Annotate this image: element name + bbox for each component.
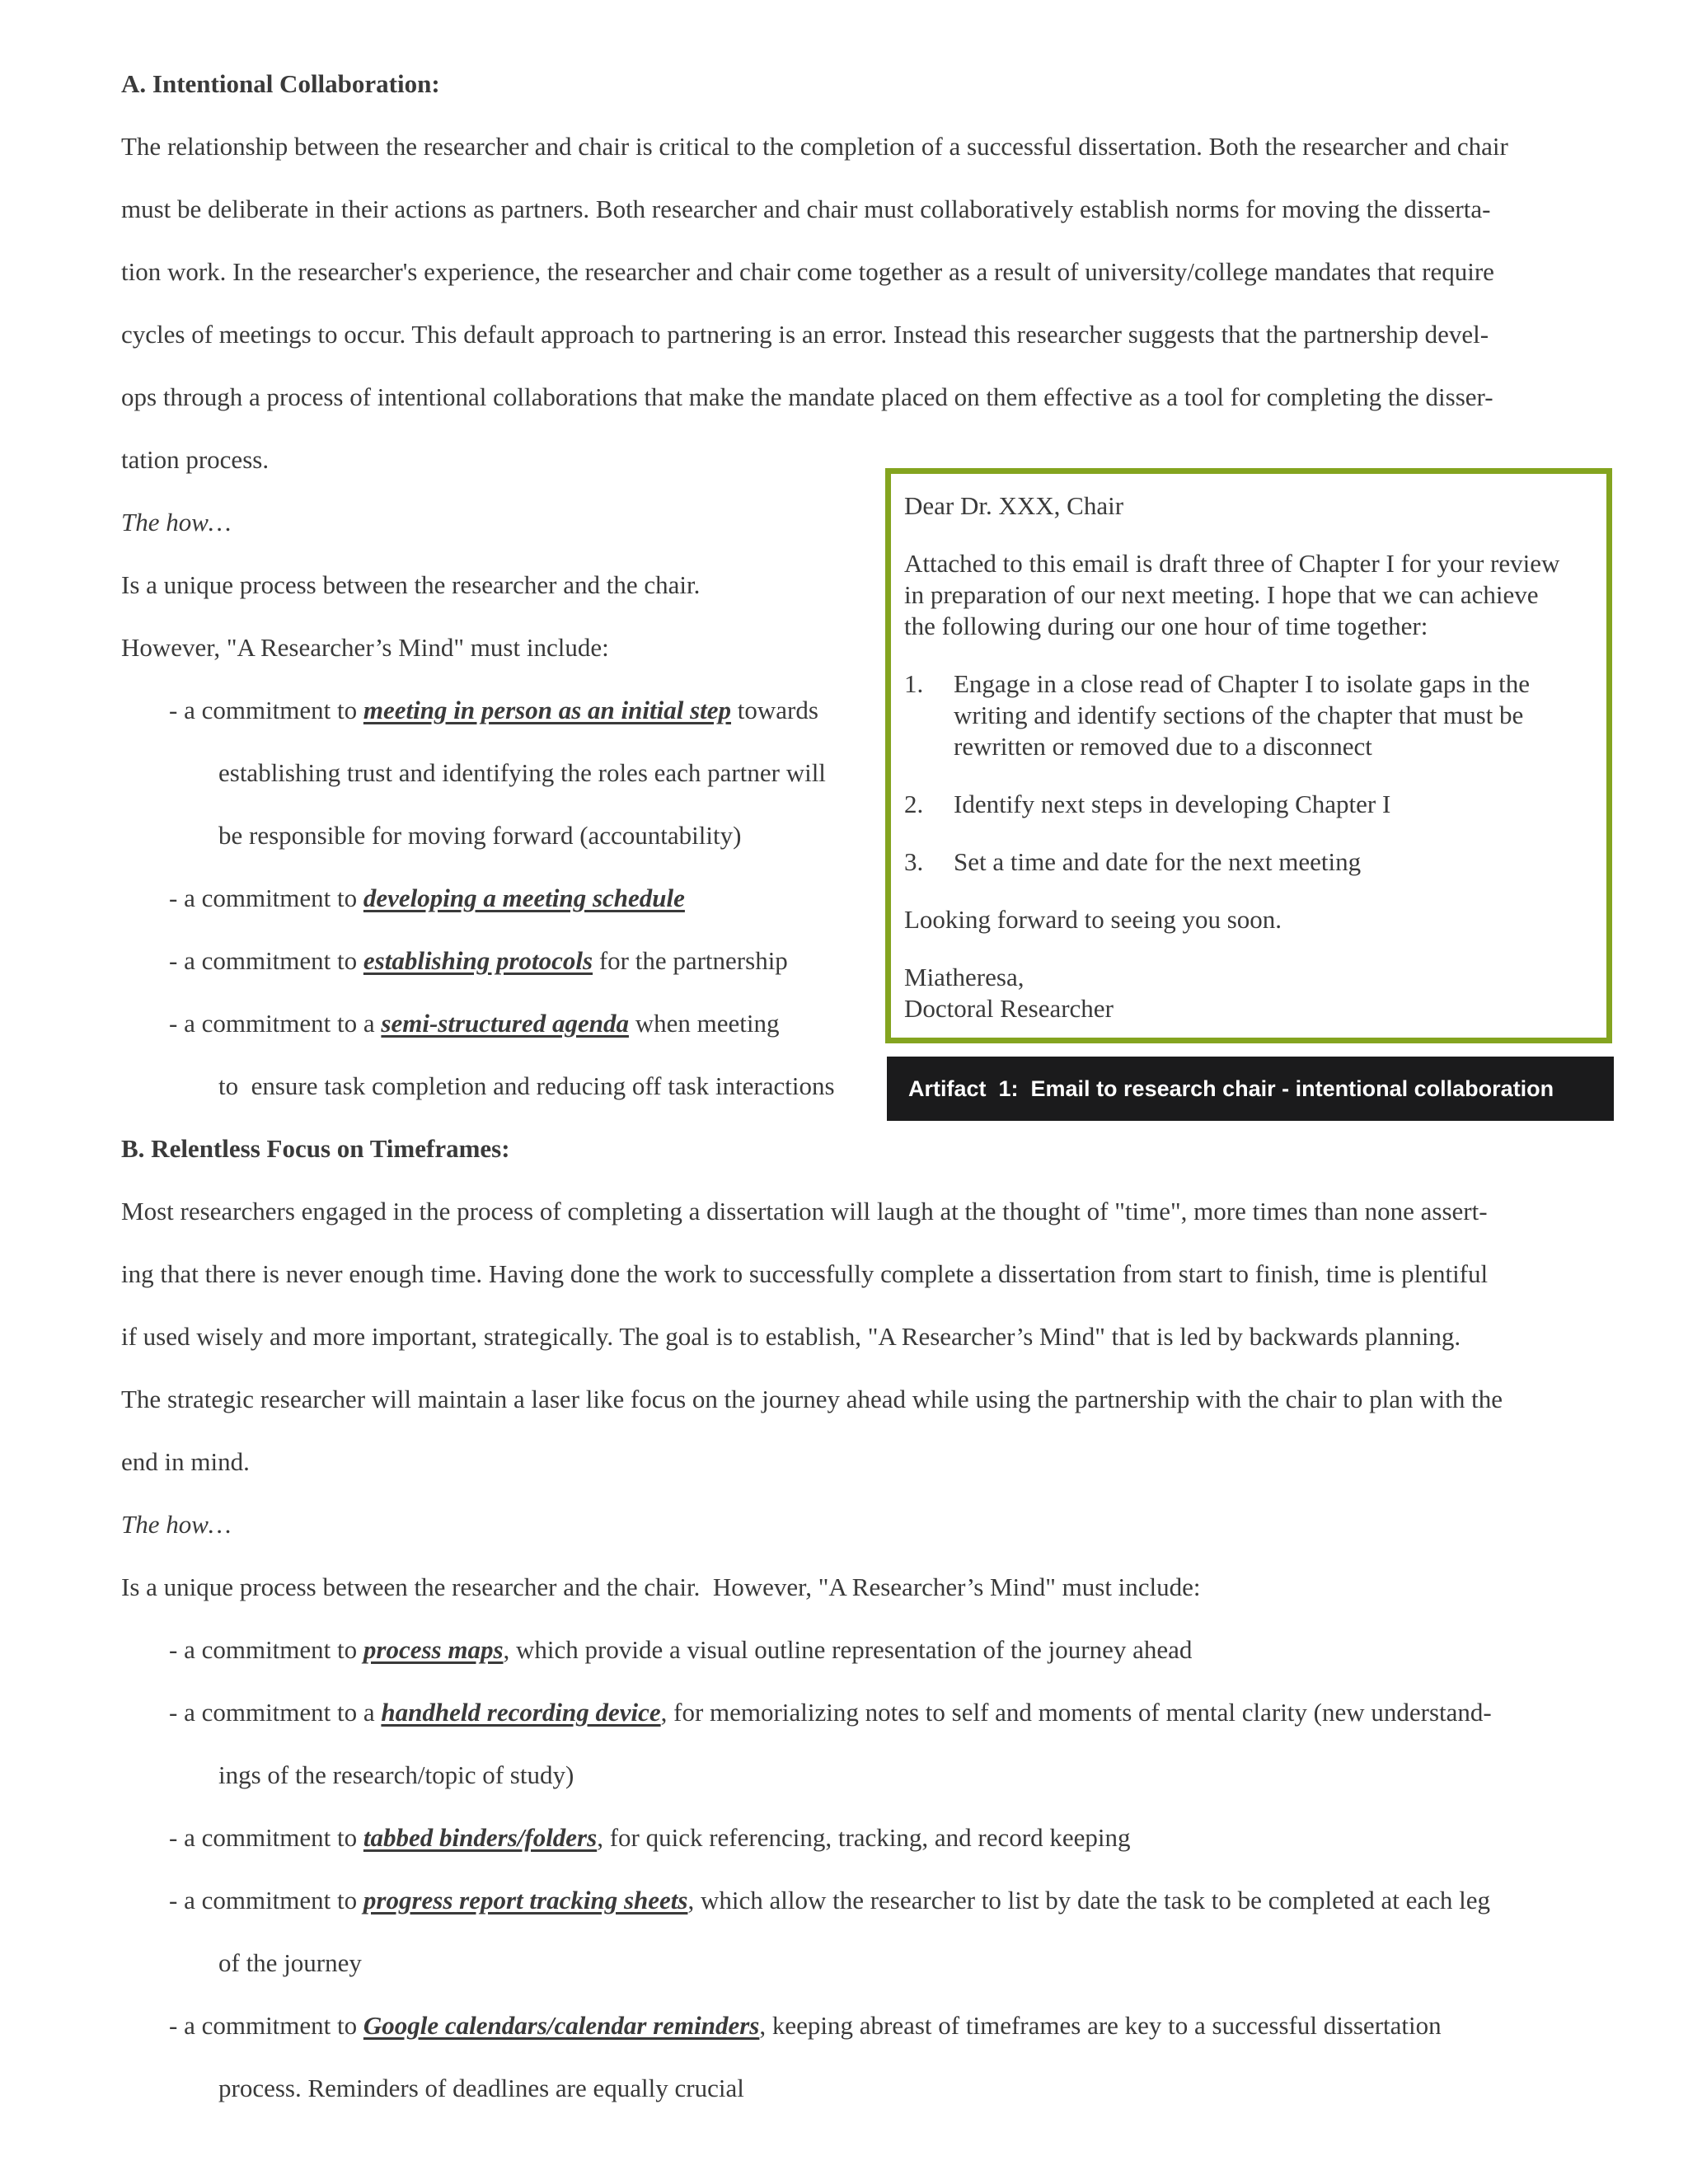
commitment-continuation: ings of the research/topic of study)	[218, 1760, 574, 1789]
commitment-continuation: of the journey	[218, 1948, 362, 1977]
commitment-keyword: establishing protocols	[363, 946, 593, 975]
email-signature-title: Doctoral Researcher	[904, 994, 1114, 1023]
email-signature-name: Miatheresa,	[904, 963, 1025, 991]
email-list-number: 3.	[904, 847, 924, 876]
commitment-keyword: semi-structured agenda	[381, 1009, 629, 1038]
section-a-title: A. Intentional Collaboration:	[121, 69, 440, 98]
commitment-keyword: tabbed binders/folders	[363, 1823, 598, 1852]
section-a-paragraph-line: tion work. In the researcher's experience, the researcher and chair come together as a result of university/college mandates that require	[121, 257, 1494, 286]
section-b-paragraph-line: Most researchers engaged in the process of completing a dissertation will laugh at the thought of "time", more times than none assert-	[121, 1197, 1488, 1226]
commitment-keyword: meeting in person as an initial step	[363, 696, 732, 724]
commitment-prefix: - a commitment to	[169, 1635, 363, 1664]
section-b-title: B. Relentless Focus on Timeframes:	[121, 1134, 510, 1163]
commitment-prefix: - a commitment to	[169, 696, 363, 724]
commitment-suffix: when meeting	[628, 1009, 780, 1038]
section-b-paragraph-line: ing that there is never enough time. Having done the work to successfully complete a dissertation from start to finish, time is plentiful	[121, 1259, 1489, 1288]
email-list-text: writing and identify sections of the chapter that must be	[954, 701, 1524, 729]
email-list-text: Identify next steps in developing Chapter I	[954, 790, 1391, 818]
commitment-continuation: establishing trust and identifying the roles each partner will	[218, 758, 826, 787]
email-list-text: Set a time and date for the next meeting	[954, 847, 1362, 876]
commitment-prefix: - a commitment to a	[169, 1698, 382, 1727]
commitment-item	[169, 1633, 1192, 1666]
commitment-suffix: , for memorializing notes to self and moments of mental clarity (new understand-	[660, 1698, 1492, 1727]
commitment-suffix: , keeping abreast of timeframes are key to a successful dissertation	[759, 2011, 1442, 2040]
section-b-unique-line: Is a unique process between the researcher and the chair. However, "A Researcher’s Mind" must include:	[121, 1572, 1201, 1601]
email-greeting: Dear Dr. XXX, Chair	[904, 491, 1124, 520]
section-b-paragraph-line: end in mind.	[121, 1447, 250, 1476]
commitment-suffix: for the partnership	[593, 946, 788, 975]
commitment-continuation: process. Reminders of deadlines are equally crucial	[218, 2074, 744, 2102]
section-a-unique-line: Is a unique process between the researcher and the chair.	[121, 570, 701, 599]
email-artifact-box	[885, 468, 1612, 1043]
email-list-number: 2.	[904, 790, 924, 818]
commitment-prefix: - a commitment to a	[169, 1009, 382, 1038]
email-intro-line: the following during our one hour of time together:	[904, 612, 1428, 640]
commitment-continuation: to ensure task completion and reducing off task interactions	[218, 1071, 835, 1100]
commitment-prefix: - a commitment to	[169, 883, 363, 912]
email-list-number: 1.	[904, 669, 924, 698]
email-intro-line: in preparation of our next meeting. I hope that we can achieve	[904, 580, 1539, 609]
commitment-keyword: handheld recording device	[381, 1698, 661, 1727]
commitment-item	[169, 694, 818, 727]
commitment-item	[169, 2009, 1442, 2042]
commitment-item	[169, 882, 685, 915]
commitment-item	[169, 1884, 1490, 1917]
commitment-prefix: - a commitment to	[169, 1823, 363, 1852]
email-list-text: Engage in a close read of Chapter I to isolate gaps in the	[954, 669, 1530, 698]
commitment-keyword: progress report tracking sheets	[363, 1886, 688, 1915]
commitment-continuation: be responsible for moving forward (accountability)	[218, 821, 742, 850]
section-a-paragraph-line: cycles of meetings to occur. This default approach to partnering is an error. Instead this researcher suggests that the partnership devel-	[121, 320, 1489, 349]
commitment-item	[169, 944, 788, 977]
commitment-prefix: - a commitment to	[169, 1886, 363, 1915]
section-a-however-line: However, "A Researcher’s Mind" must include:	[121, 633, 609, 662]
section-a-paragraph-line: ops through a process of intentional collaborations that make the mandate placed on them effective as a tool for completing the disser-	[121, 382, 1493, 411]
commitment-item	[169, 1821, 1130, 1854]
commitment-item	[169, 1007, 779, 1040]
commitment-keyword: Google calendars/calendar reminders	[363, 2011, 760, 2040]
artifact-caption: Artifact 1: Email to research chair - intentional collaboration	[887, 1057, 1614, 1121]
email-closing: Looking forward to seeing you soon.	[904, 905, 1282, 934]
commitment-suffix: towards	[731, 696, 818, 724]
commitment-suffix: , which allow the researcher to list by date the task to be completed at each leg	[687, 1886, 1491, 1915]
section-a-paragraph-line: The relationship between the researcher and chair is critical to the completion of a successful dissertation. Both the researcher and chair	[121, 132, 1508, 161]
commitment-keyword: process maps	[363, 1635, 504, 1664]
email-intro-line: Attached to this email is draft three of Chapter I for your review	[904, 549, 1560, 578]
email-list-text: rewritten or removed due to a disconnect	[954, 732, 1372, 761]
section-b-paragraph-line: The strategic researcher will maintain a laser like focus on the journey ahead while using the partnership with the chair to plan with the	[121, 1385, 1503, 1413]
commitment-prefix: - a commitment to	[169, 2011, 363, 2040]
commitment-keyword: developing a meeting schedule	[363, 883, 685, 912]
commitment-suffix: , for quick referencing, tracking, and record keeping	[597, 1823, 1131, 1852]
section-b-paragraph-line: if used wisely and more important, strategically. The goal is to establish, "A Researcher’s Mind" that is led by backwards planning.	[121, 1322, 1461, 1351]
section-a-paragraph-line: must be deliberate in their actions as partners. Both researcher and chair must collaboratively establish norms for moving the disserta-	[121, 194, 1491, 223]
commitment-prefix: - a commitment to	[169, 946, 363, 975]
commitment-suffix: , which provide a visual outline representation of the journey ahead	[503, 1635, 1193, 1664]
section-b-how-label: The how…	[121, 1510, 232, 1539]
section-a-paragraph-line: tation process.	[121, 445, 270, 474]
commitment-item	[169, 1696, 1492, 1729]
section-a-how-label: The how…	[121, 508, 232, 537]
